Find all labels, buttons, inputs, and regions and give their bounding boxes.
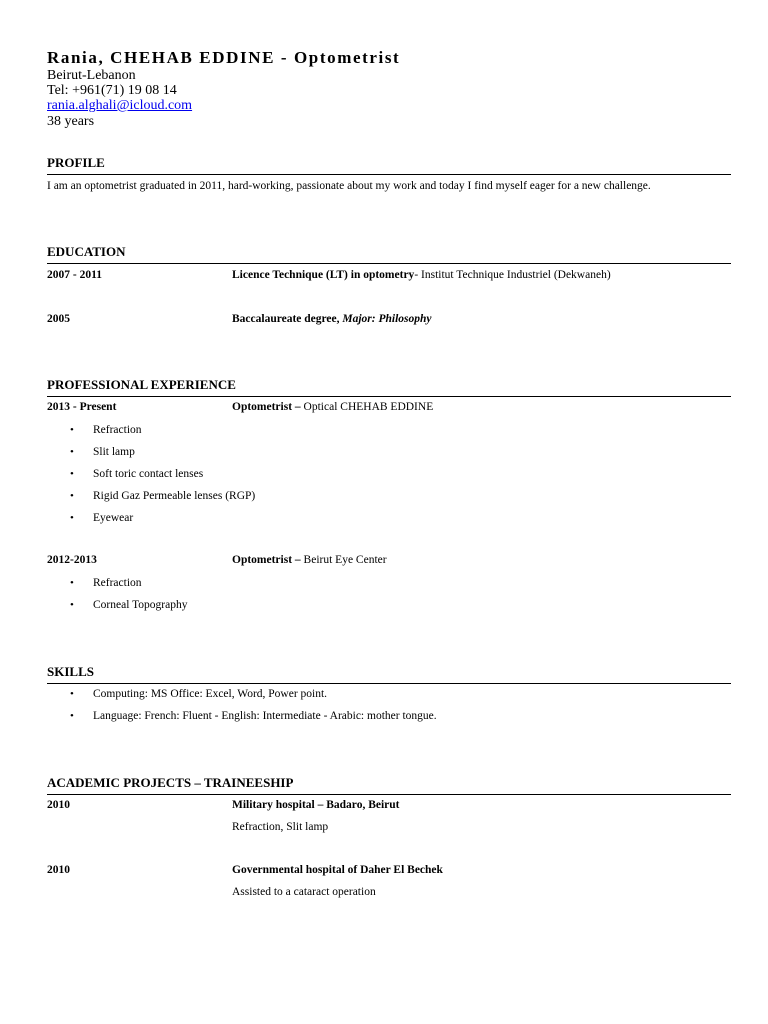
section-title-skills: SKILLS [47,664,94,679]
project-place: Governmental hospital of Daher El Bechek [232,864,443,876]
list-item: • Refraction [70,577,142,589]
experience-employer: Optical CHEHAB EDDINE [300,401,434,413]
experience-employer: Beirut Eye Center [300,554,387,566]
education-entry [232,269,611,281]
education-degree: Licence Technique (LT) in optometry [232,269,415,281]
education-date: 2005 [47,313,70,325]
list-item: • Refraction [70,424,142,436]
bullet-icon: • [70,490,74,502]
bullet-icon: • [70,424,74,436]
project-place: Military hospital – Badaro, Beirut [232,799,400,811]
section-title-projects: ACADEMIC PROJECTS – TRAINEESHIP [47,775,294,790]
candidate-email-link[interactable]: rania.alghali@icloud.com [47,98,193,113]
candidate-email-row [47,98,192,113]
education-date: 2007 - 2011 [47,269,102,281]
project-date: 2010 [47,864,70,876]
list-item: • Corneal Topography [70,599,188,611]
education-institution: - Institut Technique Industriel (Dekwaneh) [414,269,611,281]
list-item: • Soft toric contact lenses [70,468,204,480]
section-title-education: EDUCATION [47,244,126,259]
candidate-phone: Tel: +961(71) 19 08 14 [47,83,177,98]
bullet-icon: • [70,599,74,611]
project-detail: Assisted to a cataract operation [232,886,376,898]
education-major: Major: Philosophy [342,313,432,325]
education-degree: Baccalaureate degree, [232,313,343,325]
list-item: • Computing: MS Office: Excel, Word, Power point. [70,688,328,700]
project-detail: Refraction, Slit lamp [232,821,329,833]
candidate-age: 38 years [47,114,95,129]
candidate-name-title: Rania, CHEHAB EDDINE - Optometrist [47,48,401,67]
candidate-location: Beirut-Lebanon [47,68,136,83]
project-date: 2010 [47,799,70,811]
experience-date: 2012-2013 [47,554,97,566]
bullet-icon: • [70,577,74,589]
bullet-icon: • [70,512,74,524]
experience-date: 2013 - Present [47,401,117,413]
experience-role: Optometrist – [232,401,301,413]
section-title-experience: PROFESSIONAL EXPERIENCE [47,377,236,392]
section-divider [47,396,731,397]
experience-entry [232,554,387,566]
section-divider [47,263,731,264]
list-item: • Eyewear [70,512,134,524]
bullet-icon: • [70,468,74,480]
list-item: • Rigid Gaz Permeable lenses (RGP) [70,490,256,502]
education-entry [232,313,432,325]
list-item: • Slit lamp [70,446,135,458]
section-divider [47,794,731,795]
section-divider [47,174,731,175]
experience-role: Optometrist – [232,554,301,566]
experience-entry [232,401,433,413]
section-divider [47,683,731,684]
profile-text: I am an optometrist graduated in 2011, hard-working, passionate about my work and today I find myself eager for a new challenge. [47,180,651,192]
section-title-profile: PROFILE [47,155,105,170]
list-item: • Language: French: Fluent - English: Intermediate - Arabic: mother tongue. [70,710,437,722]
bullet-icon: • [70,710,74,722]
bullet-icon: • [70,688,74,700]
bullet-icon: • [70,446,74,458]
